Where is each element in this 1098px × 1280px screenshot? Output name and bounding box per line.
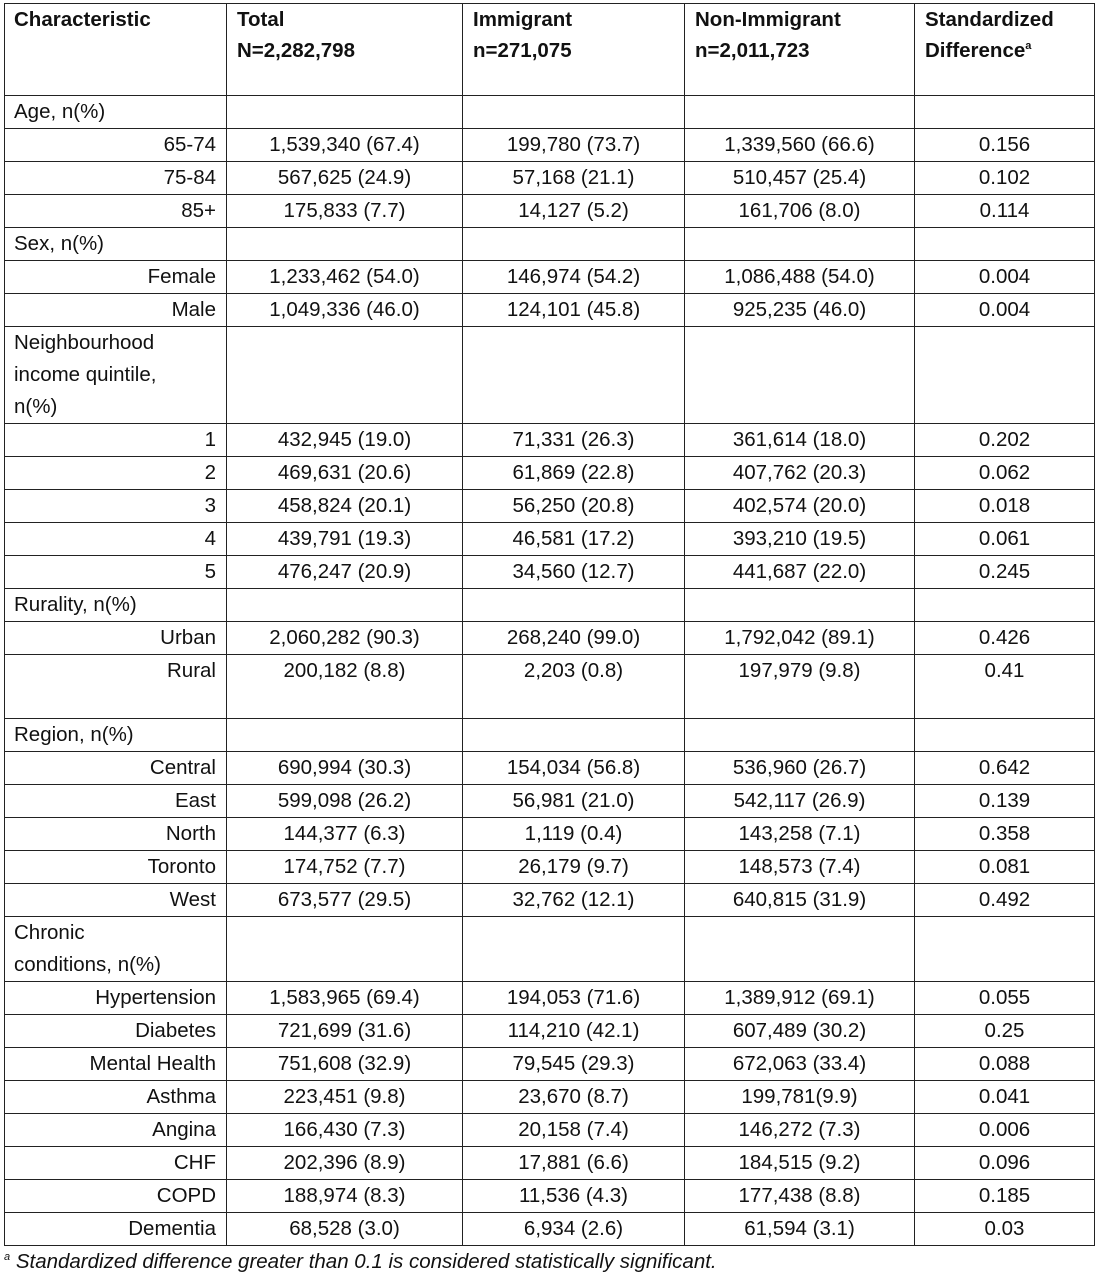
immigrant-cell: 56,981 (21.0)	[463, 785, 685, 818]
characteristics-table	[4, 3, 1095, 1246]
total-cell: 673,577 (29.5)	[227, 884, 463, 917]
row-label: Mental Health	[5, 1048, 227, 1081]
total-cell: 690,994 (30.3)	[227, 752, 463, 785]
std-diff-cell: 0.006	[915, 1114, 1095, 1147]
table-row	[5, 261, 1095, 294]
row-label: 65-74	[5, 129, 227, 162]
total-cell: 1,539,340 (67.4)	[227, 129, 463, 162]
section-label-line: conditions, n(%)	[14, 953, 161, 976]
immigrant-cell: 17,881 (6.6)	[463, 1147, 685, 1180]
footnote-text: Standardized difference greater than 0.1 is considered statistically significant.	[10, 1250, 717, 1273]
section-row	[5, 917, 1095, 982]
immigrant-cell: 11,536 (4.3)	[463, 1180, 685, 1213]
std-diff-cell: 0.03	[915, 1213, 1095, 1246]
empty-cell	[685, 589, 915, 622]
section-row	[5, 327, 1095, 424]
row-label: Asthma	[5, 1081, 227, 1114]
std-diff-cell: 0.156	[915, 129, 1095, 162]
total-cell: 200,182 (8.8)	[227, 655, 463, 719]
non-immigrant-cell: 407,762 (20.3)	[685, 457, 915, 490]
total-cell: 223,451 (9.8)	[227, 1081, 463, 1114]
row-label: CHF	[5, 1147, 227, 1180]
empty-cell	[463, 917, 685, 982]
non-immigrant-cell: 672,063 (33.4)	[685, 1048, 915, 1081]
immigrant-cell: 71,331 (26.3)	[463, 424, 685, 457]
empty-cell	[227, 589, 463, 622]
empty-cell	[227, 917, 463, 982]
row-label: 75-84	[5, 162, 227, 195]
non-immigrant-cell: 199,781(9.9)	[685, 1081, 915, 1114]
table-row	[5, 752, 1095, 785]
table-row	[5, 1180, 1095, 1213]
non-immigrant-cell: 542,117 (26.9)	[685, 785, 915, 818]
total-cell: 567,625 (24.9)	[227, 162, 463, 195]
empty-cell	[685, 719, 915, 752]
table-row	[5, 785, 1095, 818]
total-cell: 439,791 (19.3)	[227, 523, 463, 556]
non-immigrant-cell: 146,272 (7.3)	[685, 1114, 915, 1147]
std-diff-cell: 0.642	[915, 752, 1095, 785]
table-row	[5, 294, 1095, 327]
std-diff-cell: 0.492	[915, 884, 1095, 917]
std-diff-cell: 0.139	[915, 785, 1095, 818]
non-immigrant-cell: 143,258 (7.1)	[685, 818, 915, 851]
non-immigrant-cell: 640,815 (31.9)	[685, 884, 915, 917]
row-label: 85+	[5, 195, 227, 228]
immigrant-cell: 194,053 (71.6)	[463, 982, 685, 1015]
total-cell: 202,396 (8.9)	[227, 1147, 463, 1180]
table-row	[5, 523, 1095, 556]
non-immigrant-cell: 1,339,560 (66.6)	[685, 129, 915, 162]
std-diff-cell: 0.102	[915, 162, 1095, 195]
table-row	[5, 1114, 1095, 1147]
immigrant-cell: 46,581 (17.2)	[463, 523, 685, 556]
immigrant-cell: 34,560 (12.7)	[463, 556, 685, 589]
std-diff-cell: 0.088	[915, 1048, 1095, 1081]
section-label	[5, 327, 227, 424]
row-label: COPD	[5, 1180, 227, 1213]
section-label-line: Neighbourhood	[14, 331, 155, 354]
std-diff-cell: 0.081	[915, 851, 1095, 884]
empty-cell	[227, 719, 463, 752]
total-cell: 599,098 (26.2)	[227, 785, 463, 818]
total-cell: 166,430 (7.3)	[227, 1114, 463, 1147]
std-diff-cell: 0.096	[915, 1147, 1095, 1180]
section-label-line: income quintile,	[14, 363, 157, 386]
header-immigrant: Immigrant n=271,075	[463, 4, 685, 96]
empty-cell	[915, 327, 1095, 424]
table-row	[5, 655, 1095, 719]
empty-cell	[685, 327, 915, 424]
immigrant-cell: 23,670 (8.7)	[463, 1081, 685, 1114]
total-cell: 1,583,965 (69.4)	[227, 982, 463, 1015]
std-diff-cell: 0.25	[915, 1015, 1095, 1048]
row-label: Hypertension	[5, 982, 227, 1015]
total-cell: 188,974 (8.3)	[227, 1180, 463, 1213]
section-row	[5, 96, 1095, 129]
table-row	[5, 1048, 1095, 1081]
total-cell: 1,233,462 (54.0)	[227, 261, 463, 294]
immigrant-cell: 154,034 (56.8)	[463, 752, 685, 785]
section-label: Age, n(%)	[5, 96, 227, 129]
total-cell: 1,049,336 (46.0)	[227, 294, 463, 327]
total-cell: 721,699 (31.6)	[227, 1015, 463, 1048]
non-immigrant-cell: 925,235 (46.0)	[685, 294, 915, 327]
table-row	[5, 818, 1095, 851]
section-label-line: n(%)	[14, 395, 58, 418]
std-diff-cell: 0.018	[915, 490, 1095, 523]
table-row	[5, 490, 1095, 523]
immigrant-cell: 79,545 (29.3)	[463, 1048, 685, 1081]
row-label: Diabetes	[5, 1015, 227, 1048]
non-immigrant-cell: 441,687 (22.0)	[685, 556, 915, 589]
non-immigrant-cell: 393,210 (19.5)	[685, 523, 915, 556]
footnote-marker: a	[4, 1251, 11, 1264]
header-row	[5, 4, 1095, 96]
table-row	[5, 162, 1095, 195]
row-label: Toronto	[5, 851, 227, 884]
immigrant-cell: 2,203 (0.8)	[463, 655, 685, 719]
immigrant-cell: 26,179 (9.7)	[463, 851, 685, 884]
non-immigrant-cell: 61,594 (3.1)	[685, 1213, 915, 1246]
header-non-immigrant: Non-Immigrant n=2,011,723	[685, 4, 915, 96]
non-immigrant-cell: 1,086,488 (54.0)	[685, 261, 915, 294]
total-cell: 144,377 (6.3)	[227, 818, 463, 851]
immigrant-cell: 32,762 (12.1)	[463, 884, 685, 917]
table-row	[5, 556, 1095, 589]
row-label: Male	[5, 294, 227, 327]
empty-cell	[463, 96, 685, 129]
table-row	[5, 1081, 1095, 1114]
table-row	[5, 1147, 1095, 1180]
empty-cell	[915, 589, 1095, 622]
immigrant-cell: 146,974 (54.2)	[463, 261, 685, 294]
immigrant-cell: 61,869 (22.8)	[463, 457, 685, 490]
total-cell: 2,060,282 (90.3)	[227, 622, 463, 655]
non-immigrant-cell: 184,515 (9.2)	[685, 1147, 915, 1180]
total-cell: 469,631 (20.6)	[227, 457, 463, 490]
non-immigrant-cell: 1,792,042 (89.1)	[685, 622, 915, 655]
section-label	[5, 917, 227, 982]
row-label: Angina	[5, 1114, 227, 1147]
std-diff-cell: 0.358	[915, 818, 1095, 851]
table-header	[5, 4, 1095, 96]
non-immigrant-cell: 510,457 (25.4)	[685, 162, 915, 195]
non-immigrant-cell: 177,438 (8.8)	[685, 1180, 915, 1213]
row-label: Urban	[5, 622, 227, 655]
empty-cell	[463, 228, 685, 261]
row-label: 2	[5, 457, 227, 490]
immigrant-cell: 57,168 (21.1)	[463, 162, 685, 195]
std-diff-cell: 0.185	[915, 1180, 1095, 1213]
immigrant-cell: 20,158 (7.4)	[463, 1114, 685, 1147]
empty-cell	[463, 719, 685, 752]
empty-cell	[463, 589, 685, 622]
empty-cell	[685, 96, 915, 129]
table-row	[5, 884, 1095, 917]
section-label-line: Chronic	[14, 921, 85, 944]
std-diff-cell: 0.061	[915, 523, 1095, 556]
section-label: Sex, n(%)	[5, 228, 227, 261]
non-immigrant-cell: 197,979 (9.8)	[685, 655, 915, 719]
immigrant-cell: 14,127 (5.2)	[463, 195, 685, 228]
table-row	[5, 1015, 1095, 1048]
non-immigrant-cell: 1,389,912 (69.1)	[685, 982, 915, 1015]
total-cell: 751,608 (32.9)	[227, 1048, 463, 1081]
immigrant-cell: 114,210 (42.1)	[463, 1015, 685, 1048]
immigrant-cell: 124,101 (45.8)	[463, 294, 685, 327]
row-label: East	[5, 785, 227, 818]
std-diff-cell: 0.004	[915, 294, 1095, 327]
immigrant-cell: 1,119 (0.4)	[463, 818, 685, 851]
header-characteristic: Characteristic	[5, 4, 227, 96]
footnote	[4, 1248, 717, 1276]
non-immigrant-cell: 607,489 (30.2)	[685, 1015, 915, 1048]
table-row	[5, 457, 1095, 490]
non-immigrant-cell: 402,574 (20.0)	[685, 490, 915, 523]
immigrant-cell: 199,780 (73.7)	[463, 129, 685, 162]
row-label: 5	[5, 556, 227, 589]
row-label: North	[5, 818, 227, 851]
std-diff-cell: 0.055	[915, 982, 1095, 1015]
std-diff-cell: 0.004	[915, 261, 1095, 294]
empty-cell	[227, 228, 463, 261]
std-diff-cell: 0.426	[915, 622, 1095, 655]
table-row	[5, 851, 1095, 884]
table-row	[5, 1213, 1095, 1246]
total-cell: 175,833 (7.7)	[227, 195, 463, 228]
std-diff-cell: 0.114	[915, 195, 1095, 228]
table-row	[5, 622, 1095, 655]
header-standardized-difference: Standardized Difference$^a$	[915, 4, 1095, 96]
row-label: Central	[5, 752, 227, 785]
row-label: Dementia	[5, 1213, 227, 1246]
row-label: Rural	[5, 655, 227, 719]
total-cell: 68,528 (3.0)	[227, 1213, 463, 1246]
std-diff-cell: 0.202	[915, 424, 1095, 457]
std-diff-cell: 0.041	[915, 1081, 1095, 1114]
immigrant-cell: 56,250 (20.8)	[463, 490, 685, 523]
section-row	[5, 589, 1095, 622]
table-row	[5, 982, 1095, 1015]
row-label: West	[5, 884, 227, 917]
row-label: 4	[5, 523, 227, 556]
empty-cell	[227, 327, 463, 424]
section-label: Rurality, n(%)	[5, 589, 227, 622]
total-cell: 174,752 (7.7)	[227, 851, 463, 884]
std-diff-cell: 0.245	[915, 556, 1095, 589]
immigrant-cell: 6,934 (2.6)	[463, 1213, 685, 1246]
empty-cell	[915, 719, 1095, 752]
row-label: 1	[5, 424, 227, 457]
empty-cell	[915, 96, 1095, 129]
section-label: Region, n(%)	[5, 719, 227, 752]
empty-cell	[227, 96, 463, 129]
non-immigrant-cell: 161,706 (8.0)	[685, 195, 915, 228]
std-diff-cell: 0.41	[915, 655, 1095, 719]
table-row	[5, 195, 1095, 228]
table-row	[5, 129, 1095, 162]
empty-cell	[685, 228, 915, 261]
empty-cell	[463, 327, 685, 424]
table-row	[5, 424, 1095, 457]
section-row	[5, 719, 1095, 752]
empty-cell	[685, 917, 915, 982]
header-total: Total N=2,282,798	[227, 4, 463, 96]
non-immigrant-cell: 536,960 (26.7)	[685, 752, 915, 785]
empty-cell	[915, 228, 1095, 261]
std-diff-cell: 0.062	[915, 457, 1095, 490]
total-cell: 458,824 (20.1)	[227, 490, 463, 523]
non-immigrant-cell: 148,573 (7.4)	[685, 851, 915, 884]
table-body	[5, 96, 1095, 1246]
immigrant-cell: 268,240 (99.0)	[463, 622, 685, 655]
total-cell: 432,945 (19.0)	[227, 424, 463, 457]
section-row	[5, 228, 1095, 261]
row-label: Female	[5, 261, 227, 294]
total-cell: 476,247 (20.9)	[227, 556, 463, 589]
non-immigrant-cell: 361,614 (18.0)	[685, 424, 915, 457]
row-label: 3	[5, 490, 227, 523]
empty-cell	[915, 917, 1095, 982]
